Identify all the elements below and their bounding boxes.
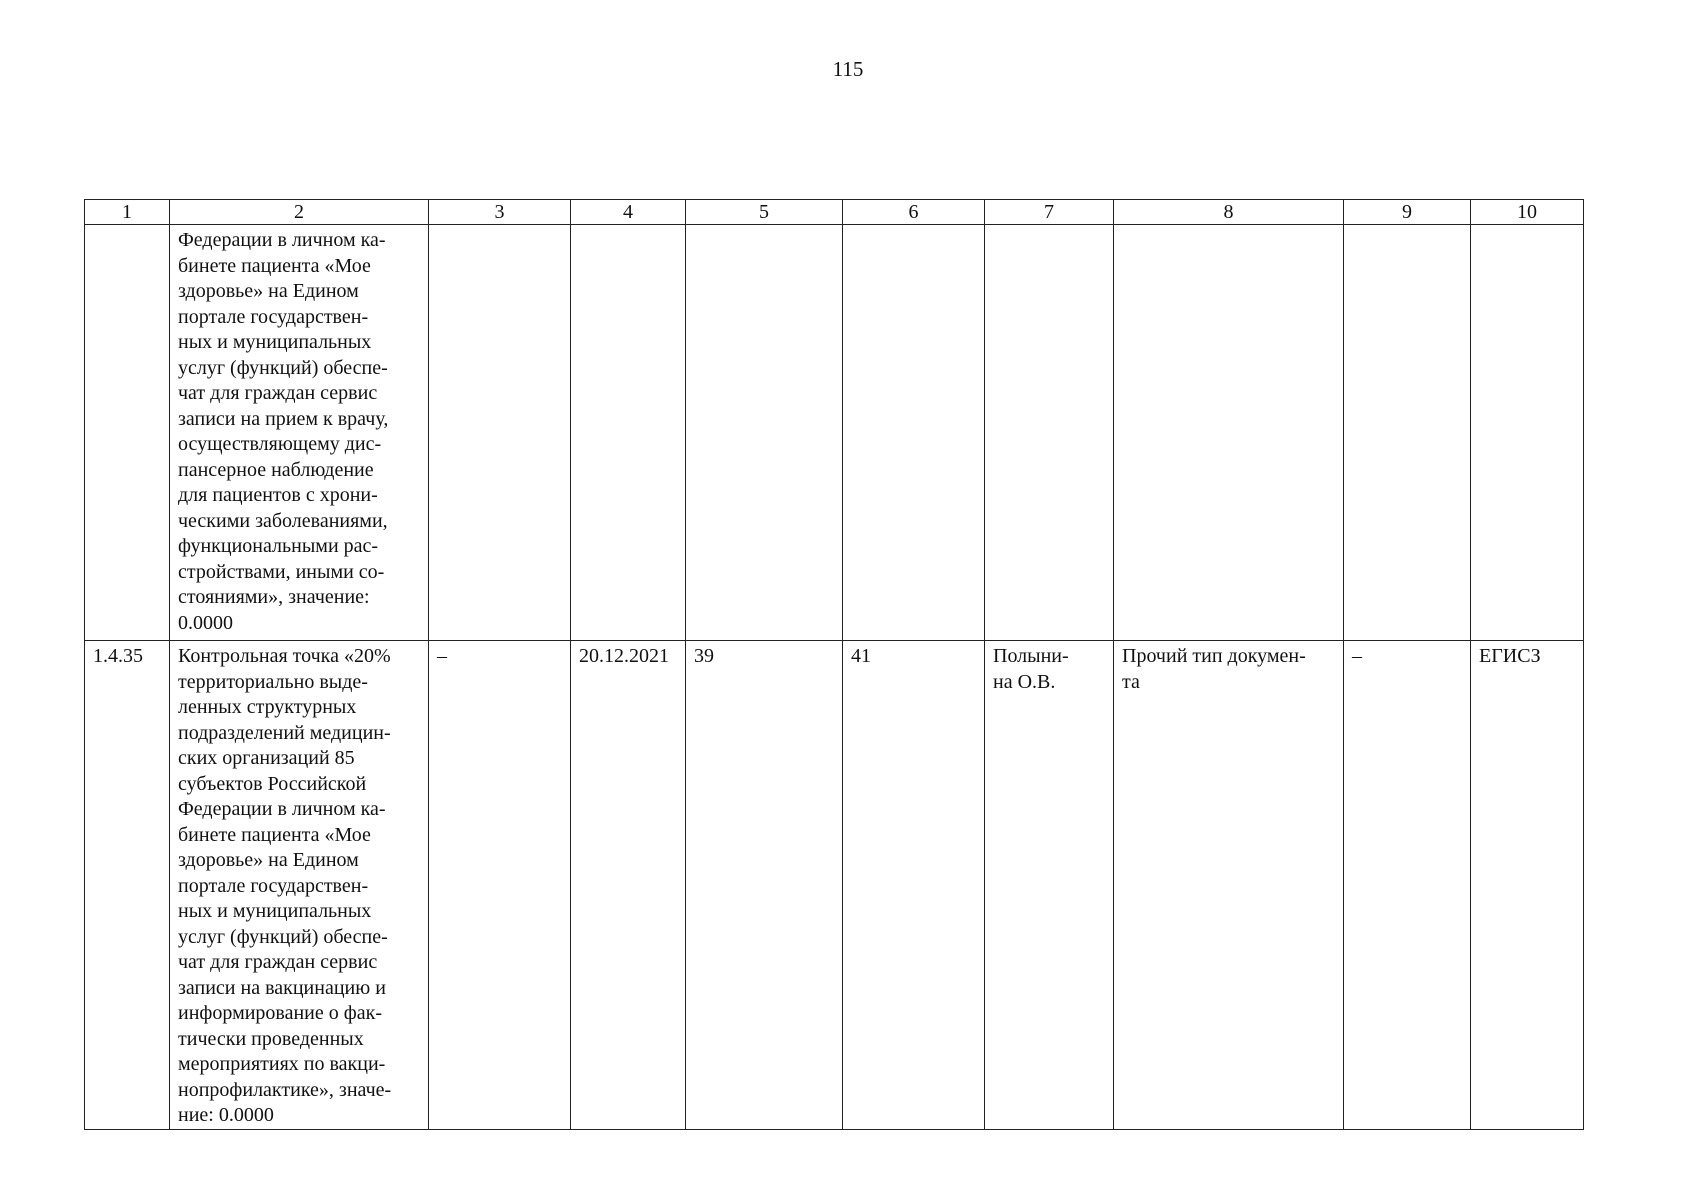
column-header: 3 — [429, 200, 571, 225]
table-cell: Федерации в личном ка- бинете пациента «Мое здоровье» на Едином портале государствен- ных и муниципальных услуг (функций) обеспе- чат для граждан сервис записи на прием к врачу, осуществляющему дис- пансерное наблюдение для пациентов с хрони- ческими заболеваниями, функциональными рас- стройствами, иными со- стояниями», значение: 0.0000 — [170, 225, 429, 641]
table-cell: ЕГИСЗ — [1471, 641, 1584, 1130]
table-cell — [1344, 225, 1471, 641]
column-header: 8 — [1114, 200, 1344, 225]
column-header: 9 — [1344, 200, 1471, 225]
table-cell — [985, 225, 1114, 641]
table-cell — [85, 225, 170, 641]
table-cell: Контрольная точка «20% территориально выде- ленных структурных подразделений медицин- ских организаций 85 субъектов Российской Федерации в личном ка- бинете пациента «Мое здоровье» на Едином портале государствен- ных и муниципальных услуг (функций) обеспе- чат для граждан сервис записи на вакцинацию и информирование о фак- тически проведенных мероприятиях по вакци- нопрофилактике», значе- ние: 0.0000 — [170, 641, 429, 1130]
table-row — [85, 641, 1584, 1130]
table-row — [85, 225, 1584, 641]
table-cell — [843, 225, 985, 641]
column-header: 10 — [1471, 200, 1584, 225]
column-header: 1 — [85, 200, 170, 225]
table-body — [85, 225, 1584, 1130]
table-cell — [1114, 225, 1344, 641]
table-header — [85, 200, 1584, 225]
column-header: 7 — [985, 200, 1114, 225]
table-cell: – — [1344, 641, 1471, 1130]
column-header: 6 — [843, 200, 985, 225]
header-row — [85, 200, 1584, 225]
page-number: 115 — [832, 57, 864, 81]
column-header: 5 — [686, 200, 843, 225]
table-cell — [686, 225, 843, 641]
table-cell — [1471, 225, 1584, 641]
column-header: 4 — [571, 200, 686, 225]
table-cell: 39 — [686, 641, 843, 1130]
table-cell: 1.4.35 — [85, 641, 170, 1130]
table-cell — [571, 225, 686, 641]
column-header: 2 — [170, 200, 429, 225]
table-cell — [429, 225, 571, 641]
data-table — [84, 199, 1584, 1130]
table-cell: Прочий тип докумен- та — [1114, 641, 1344, 1130]
table-cell: Полыни- на О.В. — [985, 641, 1114, 1130]
table-cell: – — [429, 641, 571, 1130]
table-cell: 41 — [843, 641, 985, 1130]
table-cell: 20.12.2021 — [571, 641, 686, 1130]
